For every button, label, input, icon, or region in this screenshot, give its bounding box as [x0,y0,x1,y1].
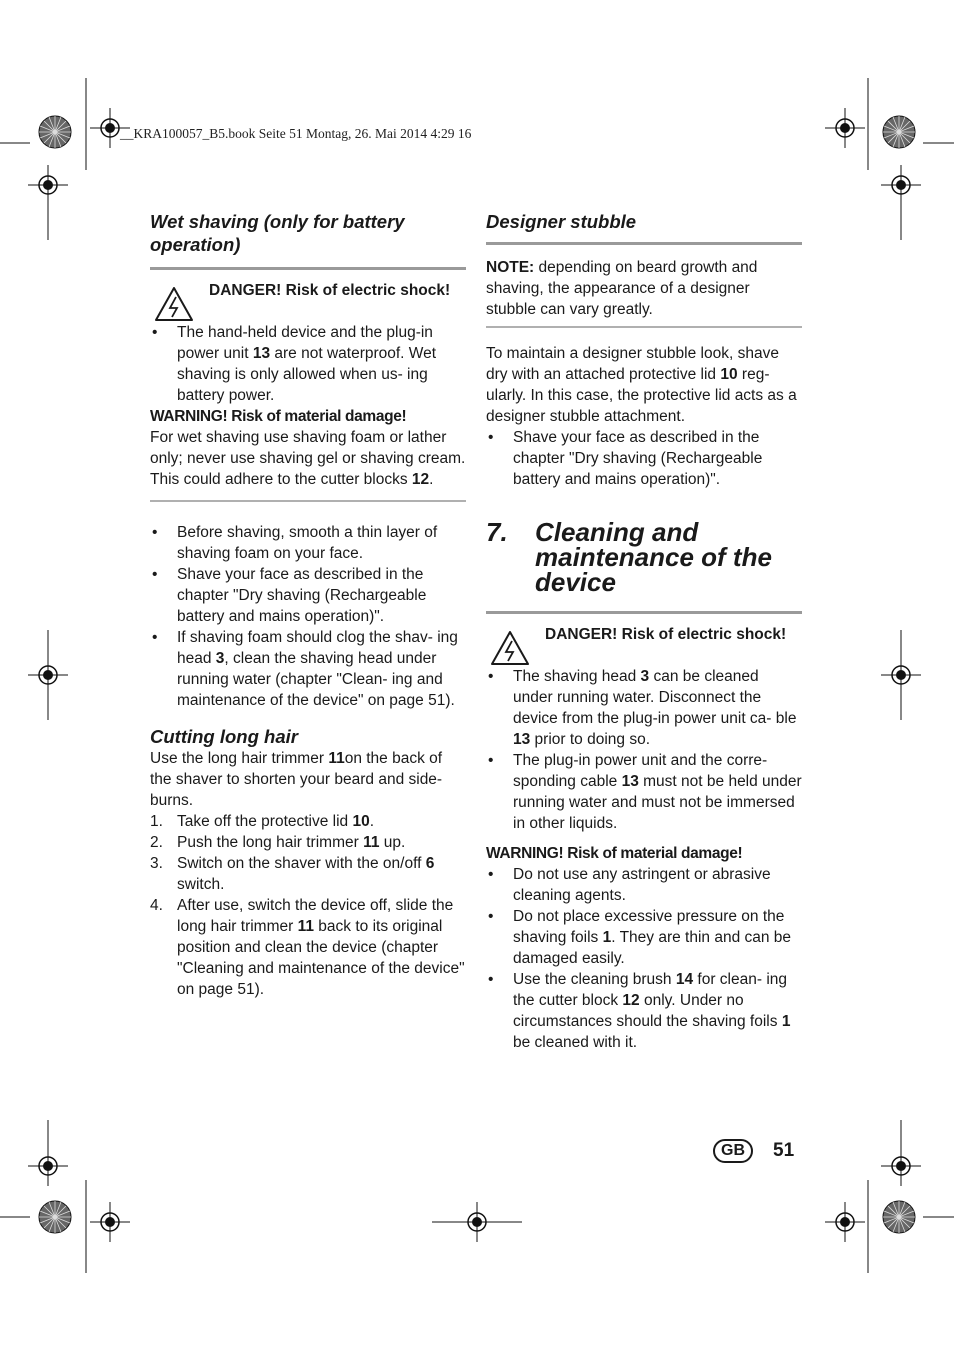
warning-text: For wet shaving use shaving foam or lather only; never use shaving gel or shaving cream. This could adhere to the cutter blocks 12. [150,429,466,488]
stubble-text: To maintain a designer stubble look, shave dry with an attached protective lid 10 reg- ularly. In this case, the protective lid acts as a designer stubble attachment. [486,345,797,425]
section-rule [486,326,802,328]
list-item: 2. Push the long hair trimmer 11 up. [150,834,406,851]
chapter-number: 7. [486,517,508,547]
language-badge: GB [713,1139,753,1163]
note-text: NOTE: depending on beard growth and shaving, the appearance of a designer stubble can vary greatly. [486,259,758,318]
danger-notice [150,280,466,322]
list-item: 3. Switch on the shaver with the on/off 6 switch. [150,855,435,893]
list-item: • If shaving foam should clog the shav- ing head 3, clean the shaving head under running water (chapter "Clean- ing and maintenance of the device" on page 51). [152,629,458,709]
list-item: • Do not place excessive pressure on the shaving foils 1. They are thin and can be damaged easily. [488,908,792,967]
list-item: • Use the cleaning brush 14 for clean- ing the cutter block 12 only. Under no circumstances should the shaving foils 1 be cleaned with it. [488,971,791,1051]
warning-triangle-icon [154,286,194,322]
wet-shaving-steps [150,522,466,711]
list-item: • The plug-in power unit and the corre- sponding cable 13 must not be held under running water and must not be immersed in other liquids. [488,752,802,832]
danger-notice [486,624,802,666]
cutting-long-hair-heading: Cutting long hair [150,726,298,747]
stubble-list [486,427,802,490]
list-item: 1. Take off the protective lid 10. [150,813,375,830]
print-file-info: __KRA100057_B5.book Seite 51 Montag, 26. Mai 2014 4:29 16 [120,126,472,141]
designer-stubble-heading: Designer stubble [486,211,637,232]
warning-label: WARNING! Risk of material damage! [150,408,407,425]
list-item: 4. After use, switch the device off, slide the long hair trimmer 11 back to its original position and clean the device (chapter "Cleaning and maintenance of the device" on page 51). [150,897,465,998]
cutting-intro: Use the long hair trimmer 11on the back of the shaver to shorten your beard and side- burns. [150,750,443,809]
danger-list [150,322,466,406]
chapter-title: Cleaning and maintenance of the device [535,517,772,597]
danger-label: DANGER! Risk of electric shock! [545,626,787,643]
list-item: • Do not use any astringent or abrasive cleaning agents. [488,866,771,904]
cutting-steps [150,811,466,1000]
danger-list [486,666,802,834]
list-item: • Shave your face as described in the chapter "Dry shaving (Rechargeable battery and mains operation)". [152,566,427,625]
list-item: • Shave your face as described in the chapter "Dry shaving (Rechargeable battery and mains operation)". [488,429,763,488]
left-column [150,210,466,1000]
list-item: • The shaving head 3 can be cleaned under running water. Disconnect the device from the plug-in power unit ca- ble 13 prior to doing so. [488,668,797,748]
section-rule [150,267,466,270]
right-column [486,210,802,1053]
warning-label: WARNING! Risk of material damage! [486,845,743,862]
section-rule [486,611,802,614]
chapter-heading [486,517,802,597]
wet-shaving-heading: Wet shaving (only for battery operation) [150,211,405,255]
list-item: • Before shaving, smooth a thin layer of shaving foam on your face. [152,524,438,562]
list-item: • The hand-held device and the plug-in power unit 13 are not waterproof. Wet shaving is only allowed when us- ing battery power. [152,324,437,404]
section-rule [486,242,802,245]
warning-list [486,864,802,1053]
danger-label: DANGER! Risk of electric shock! [209,282,451,299]
page-number: 51 [773,1140,795,1161]
section-rule [150,500,466,502]
warning-triangle-icon [490,630,530,666]
